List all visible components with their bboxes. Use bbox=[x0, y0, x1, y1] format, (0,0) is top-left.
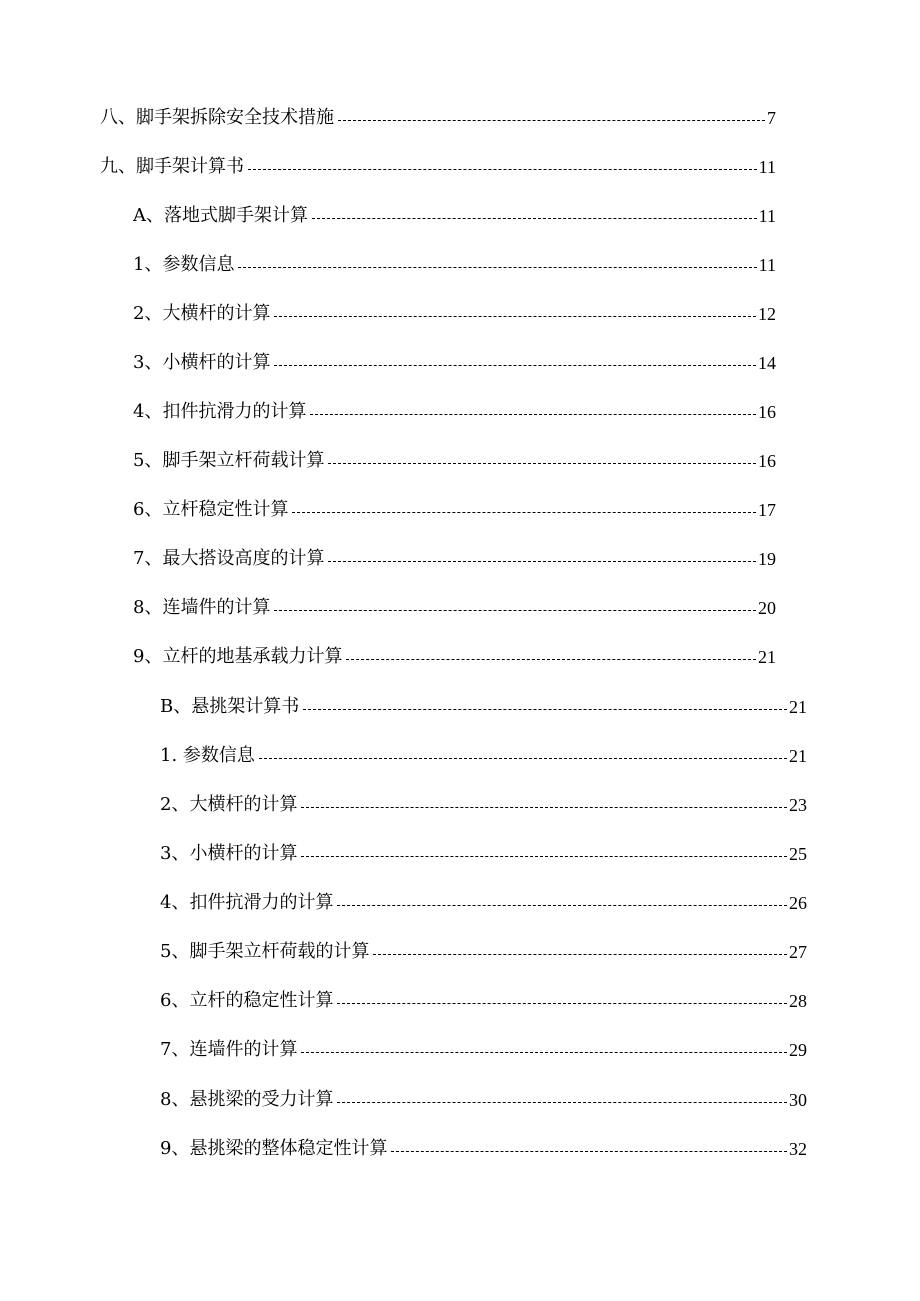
toc-entry-a-1[interactable] bbox=[133, 249, 776, 277]
toc-entry-section-b[interactable] bbox=[160, 691, 807, 719]
toc-entry-page: 25 bbox=[789, 844, 807, 864]
toc-entry-page: 11 bbox=[758, 206, 776, 226]
toc-entry-page: 23 bbox=[789, 795, 807, 815]
toc-entry-a-2[interactable] bbox=[133, 298, 776, 326]
toc-entry-b-4[interactable] bbox=[160, 887, 807, 915]
toc-leader bbox=[274, 365, 756, 366]
toc-leader bbox=[337, 1003, 787, 1004]
toc-entry-title: 9、悬挑梁的整体稳定性计算 bbox=[160, 1138, 388, 1159]
toc-entry-b-7[interactable] bbox=[160, 1034, 807, 1062]
toc-entry-page: 28 bbox=[789, 991, 807, 1011]
toc-entry-page: 14 bbox=[758, 353, 776, 373]
toc-entry-title: 九、脚手架计算书 bbox=[100, 156, 244, 177]
toc-entry-title: 1、参数信息 bbox=[133, 254, 235, 275]
toc-leader bbox=[328, 463, 756, 464]
toc-entry-page: 20 bbox=[758, 598, 776, 618]
toc-entry-page: 21 bbox=[789, 746, 807, 766]
toc-leader bbox=[346, 659, 756, 660]
toc-leader bbox=[238, 267, 756, 268]
toc-leader bbox=[391, 1151, 787, 1152]
toc-entry-page: 30 bbox=[789, 1090, 807, 1110]
toc-entry-b-5[interactable] bbox=[160, 936, 807, 964]
toc-leader bbox=[301, 807, 787, 808]
toc-entry-page: 12 bbox=[758, 304, 776, 324]
toc-leader bbox=[338, 120, 765, 121]
toc-leader bbox=[259, 758, 787, 759]
toc-entry-page: 19 bbox=[758, 549, 776, 569]
toc-leader bbox=[274, 316, 756, 317]
toc-leader bbox=[337, 905, 787, 906]
toc-entry-title: 7、连墙件的计算 bbox=[160, 1039, 298, 1060]
toc-entry-b-3[interactable] bbox=[160, 838, 807, 866]
toc-entry-a-7[interactable] bbox=[133, 543, 776, 571]
toc-entry-a-4[interactable] bbox=[133, 396, 776, 424]
toc-entry-title: 9、立杆的地基承载力计算 bbox=[133, 646, 343, 667]
toc-entry-page: 21 bbox=[789, 697, 807, 717]
toc-entry-title: 4、扣件抗滑力的计算 bbox=[160, 892, 334, 913]
toc-leader bbox=[337, 1102, 787, 1103]
toc-entry-page: 21 bbox=[758, 647, 776, 667]
toc-entry-page: 32 bbox=[789, 1139, 807, 1159]
toc-entry-title: 5、脚手架立杆荷载的计算 bbox=[160, 941, 370, 962]
toc-entry-title: 6、立杆稳定性计算 bbox=[133, 499, 289, 520]
toc-entry-title: 6、立杆的稳定性计算 bbox=[160, 990, 334, 1011]
toc-entry-a-6[interactable] bbox=[133, 494, 776, 522]
toc-entry-b-1[interactable] bbox=[160, 740, 807, 768]
toc-leader bbox=[328, 561, 756, 562]
toc-leader bbox=[292, 512, 756, 513]
toc-entry-page: 16 bbox=[758, 402, 776, 422]
toc-entry-b-8[interactable] bbox=[160, 1084, 807, 1112]
toc-leader bbox=[301, 1052, 787, 1053]
toc-entry-title: 7、最大搭设高度的计算 bbox=[133, 548, 325, 569]
toc-leader bbox=[312, 218, 757, 219]
toc-entry-title: 8、悬挑梁的受力计算 bbox=[160, 1089, 334, 1110]
toc-entry-title: 8、连墙件的计算 bbox=[133, 597, 271, 618]
toc-entry-page: 27 bbox=[789, 942, 807, 962]
toc-entry-section-a[interactable] bbox=[133, 200, 776, 228]
toc-entry-section-8[interactable] bbox=[100, 102, 776, 130]
toc-entry-b-6[interactable] bbox=[160, 985, 807, 1013]
toc-entry-page: 7 bbox=[767, 108, 776, 128]
toc-entry-title: B、悬挑架计算书 bbox=[160, 696, 300, 717]
toc-entry-title: 4、扣件抗滑力的计算 bbox=[133, 401, 307, 422]
toc-entry-a-8[interactable] bbox=[133, 592, 776, 620]
toc-entry-a-9[interactable] bbox=[133, 641, 776, 669]
toc-entry-title: 2、大横杆的计算 bbox=[160, 794, 298, 815]
toc-leader bbox=[274, 610, 756, 611]
toc-entry-page: 26 bbox=[789, 893, 807, 913]
toc-leader bbox=[310, 414, 756, 415]
toc-entry-b-9[interactable] bbox=[160, 1133, 807, 1161]
toc-entry-a-3[interactable] bbox=[133, 347, 776, 375]
toc-entry-title: 1. 参数信息 bbox=[160, 745, 255, 766]
toc-entry-page: 11 bbox=[758, 255, 776, 275]
toc-entry-title: A、落地式脚手架计算 bbox=[133, 205, 308, 226]
toc-entry-title: 3、小横杆的计算 bbox=[160, 843, 298, 864]
toc-entry-title: 八、脚手架拆除安全技术措施 bbox=[100, 107, 334, 128]
toc-entry-page: 17 bbox=[758, 500, 776, 520]
toc-leader bbox=[248, 169, 757, 170]
toc-leader bbox=[303, 709, 787, 710]
toc-entry-b-2[interactable] bbox=[160, 789, 807, 817]
toc-entry-a-5[interactable] bbox=[133, 445, 776, 473]
toc-leader bbox=[373, 954, 787, 955]
toc-entry-title: 2、大横杆的计算 bbox=[133, 303, 271, 324]
toc-entry-title: 5、脚手架立杆荷载计算 bbox=[133, 450, 325, 471]
toc-entry-section-9[interactable] bbox=[100, 151, 776, 179]
toc-leader bbox=[301, 856, 787, 857]
toc-entry-page: 11 bbox=[758, 157, 776, 177]
toc-entry-page: 29 bbox=[789, 1040, 807, 1060]
toc-entry-page: 16 bbox=[758, 451, 776, 471]
toc-entry-title: 3、小横杆的计算 bbox=[133, 352, 271, 373]
